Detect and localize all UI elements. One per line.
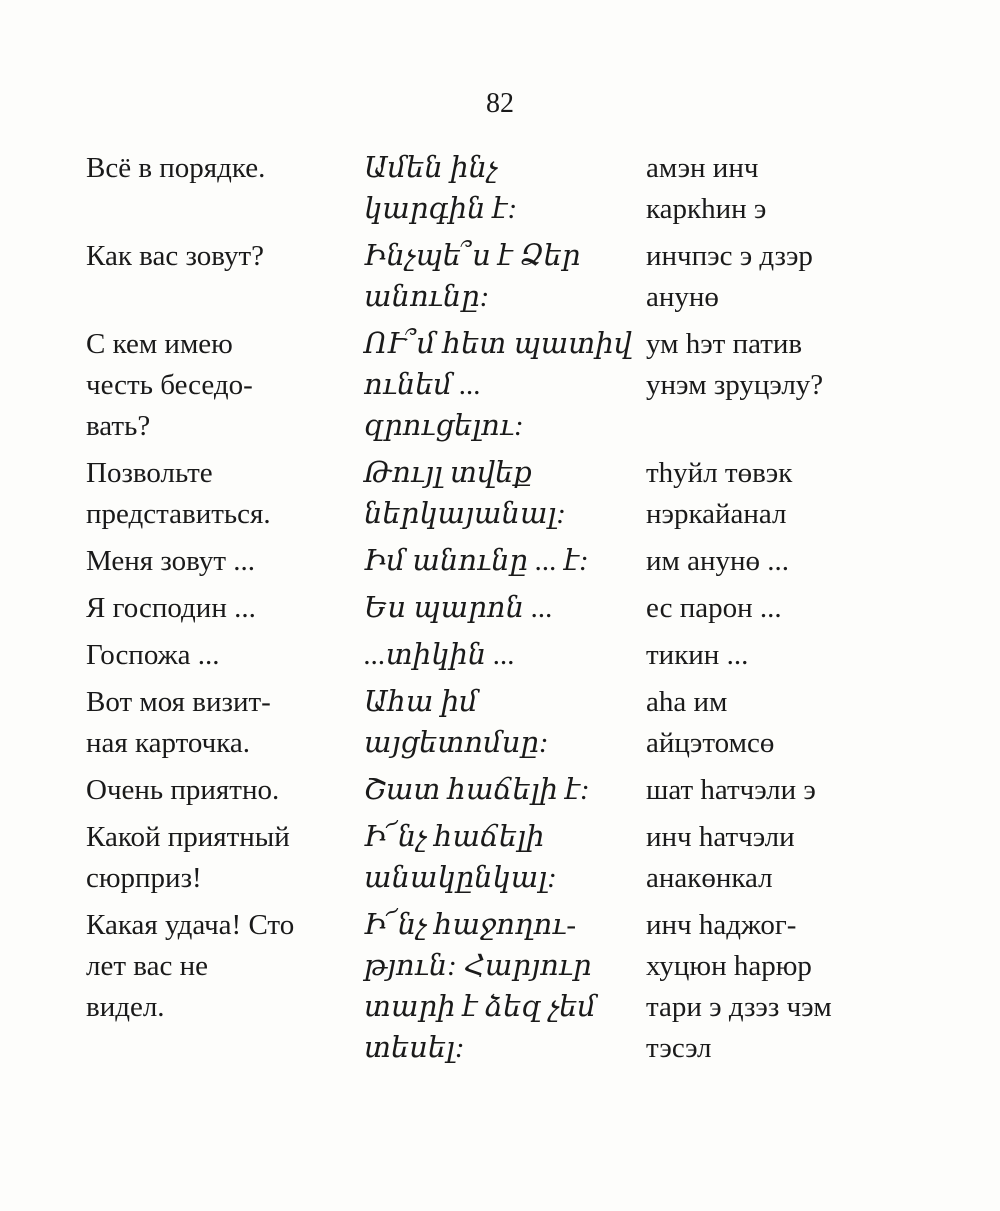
- russian-phrase-line: Какой приятный: [86, 821, 290, 853]
- armenian-phrase-line: անակընկալ:: [364, 862, 557, 894]
- armenian-phrase-line: Ի՜նչ հաջողու-: [364, 909, 576, 941]
- transliteration-line: тһуйл төвэк: [646, 457, 793, 489]
- phrase-entry: [86, 635, 926, 676]
- russian-phrase: [86, 324, 364, 447]
- armenian-phrase-line: ՈՒ՞մ հետ պատիվ: [364, 328, 632, 360]
- transliteration: [646, 236, 926, 318]
- transliteration: [646, 324, 926, 447]
- armenian-phrase-line: Թույլ տվեք: [364, 457, 532, 489]
- russian-phrase: [86, 905, 364, 1069]
- armenian-phrase-line: զրուցելու:: [364, 410, 524, 442]
- armenian-phrase: [364, 817, 646, 899]
- russian-phrase: [86, 635, 364, 676]
- phrase-entry: [86, 770, 926, 811]
- russian-phrase-line: Позвольте: [86, 457, 213, 489]
- phrase-entry: [86, 236, 926, 318]
- transliteration: [646, 453, 926, 535]
- phrase-entry: [86, 148, 926, 230]
- transliteration-line: анакөнкал: [646, 862, 773, 894]
- russian-phrase-line: Какая удача! Сто: [86, 909, 295, 941]
- transliteration-line: нэркайанал: [646, 498, 787, 530]
- transliteration: [646, 588, 926, 629]
- armenian-phrase: [364, 324, 646, 447]
- transliteration-line: инч һатчэли: [646, 821, 795, 853]
- transliteration: [646, 682, 926, 764]
- russian-phrase: [86, 817, 364, 899]
- transliteration-line: инчпэс э дзэр: [646, 240, 813, 272]
- russian-phrase-line: Вот моя визит-: [86, 686, 271, 718]
- russian-phrase: [86, 236, 364, 318]
- transliteration-line: аһа им: [646, 686, 728, 718]
- armenian-phrase-line: այցետոմսը:: [364, 727, 549, 759]
- armenian-phrase-line: Ի՜նչ հաճելի: [364, 821, 545, 853]
- phrase-entry: [86, 541, 926, 582]
- russian-phrase: [86, 148, 364, 230]
- transliteration-line: инч һаджог-: [646, 909, 797, 941]
- russian-phrase-line: Я господин ...: [86, 592, 256, 624]
- phrase-list: [86, 148, 926, 1075]
- russian-phrase-line: Всё в порядке.: [86, 152, 266, 184]
- armenian-phrase: [364, 453, 646, 535]
- russian-phrase-line: Госпожа ...: [86, 639, 220, 671]
- armenian-phrase: [364, 770, 646, 811]
- armenian-phrase: [364, 236, 646, 318]
- armenian-phrase: [364, 148, 646, 230]
- armenian-phrase-line: Ես պարոն ...: [364, 592, 554, 624]
- russian-phrase-line: С кем имею: [86, 328, 233, 360]
- armenian-phrase: [364, 905, 646, 1069]
- transliteration: [646, 541, 926, 582]
- armenian-phrase-line: Ամեն ինչ: [364, 152, 498, 184]
- russian-phrase-line: лет вас не: [86, 950, 208, 982]
- transliteration: [646, 905, 926, 1069]
- transliteration-line: тикин ...: [646, 639, 749, 671]
- armenian-phrase-line: կարգին է:: [364, 193, 518, 225]
- armenian-phrase-line: Իմ անունը ... է:: [364, 545, 589, 577]
- phrase-entry: [86, 588, 926, 629]
- phrase-entry: [86, 453, 926, 535]
- transliteration-line: шат һатчэли э: [646, 774, 816, 806]
- russian-phrase-line: вать?: [86, 410, 151, 442]
- phrase-entry: [86, 817, 926, 899]
- armenian-phrase-line: տարի է ձեզ չեմ: [364, 991, 596, 1023]
- armenian-phrase-line: Ահա իմ: [364, 686, 478, 718]
- armenian-phrase-line: ...տիկին ...: [364, 639, 516, 671]
- phrase-entry: [86, 682, 926, 764]
- transliteration: [646, 770, 926, 811]
- russian-phrase-line: Меня зовут ...: [86, 545, 256, 577]
- russian-phrase-line: Как вас зовут?: [86, 240, 265, 272]
- transliteration-line: хуцюн һарюр: [646, 950, 812, 982]
- transliteration: [646, 817, 926, 899]
- russian-phrase-line: Очень приятно.: [86, 774, 280, 806]
- armenian-phrase: [364, 635, 646, 676]
- transliteration: [646, 635, 926, 676]
- russian-phrase: [86, 682, 364, 764]
- transliteration-line: тэсэл: [646, 1032, 712, 1064]
- armenian-phrase-line: թյուն: Հարյուր: [364, 950, 592, 982]
- armenian-phrase-line: Շատ հաճելի է:: [364, 774, 590, 806]
- armenian-phrase: [364, 682, 646, 764]
- page-number: 82: [486, 88, 514, 119]
- russian-phrase-line: ная карточка.: [86, 727, 251, 759]
- transliteration-line: айцэтомсө: [646, 727, 775, 759]
- armenian-phrase-line: ունեմ ...: [364, 369, 482, 401]
- transliteration-line: ес парон ...: [646, 592, 782, 624]
- transliteration-line: им анунө ...: [646, 545, 790, 577]
- phrase-entry: [86, 324, 926, 447]
- russian-phrase-line: представиться.: [86, 498, 271, 530]
- transliteration-line: анунө: [646, 281, 719, 313]
- russian-phrase: [86, 770, 364, 811]
- transliteration-line: унэм зруцэлу?: [646, 369, 824, 401]
- transliteration-line: амэн инч: [646, 152, 759, 184]
- russian-phrase: [86, 541, 364, 582]
- russian-phrase-line: честь беседо-: [86, 369, 253, 401]
- armenian-phrase-line: ներկայանալ:: [364, 498, 566, 530]
- russian-phrase-line: сюрприз!: [86, 862, 202, 894]
- transliteration-line: каркһин э: [646, 193, 767, 225]
- russian-phrase: [86, 453, 364, 535]
- transliteration-line: ум һэт патив: [646, 328, 803, 360]
- russian-phrase-line: видел.: [86, 991, 165, 1023]
- russian-phrase: [86, 588, 364, 629]
- phrase-entry: [86, 905, 926, 1069]
- armenian-phrase-line: անունը:: [364, 281, 490, 313]
- transliteration-line: тари э дзэз чэм: [646, 991, 832, 1023]
- armenian-phrase-line: Ինչպե՞ս է Ձեր: [364, 240, 581, 272]
- armenian-phrase: [364, 588, 646, 629]
- armenian-phrase: [364, 541, 646, 582]
- armenian-phrase-line: տեսել:: [364, 1032, 465, 1064]
- transliteration: [646, 148, 926, 230]
